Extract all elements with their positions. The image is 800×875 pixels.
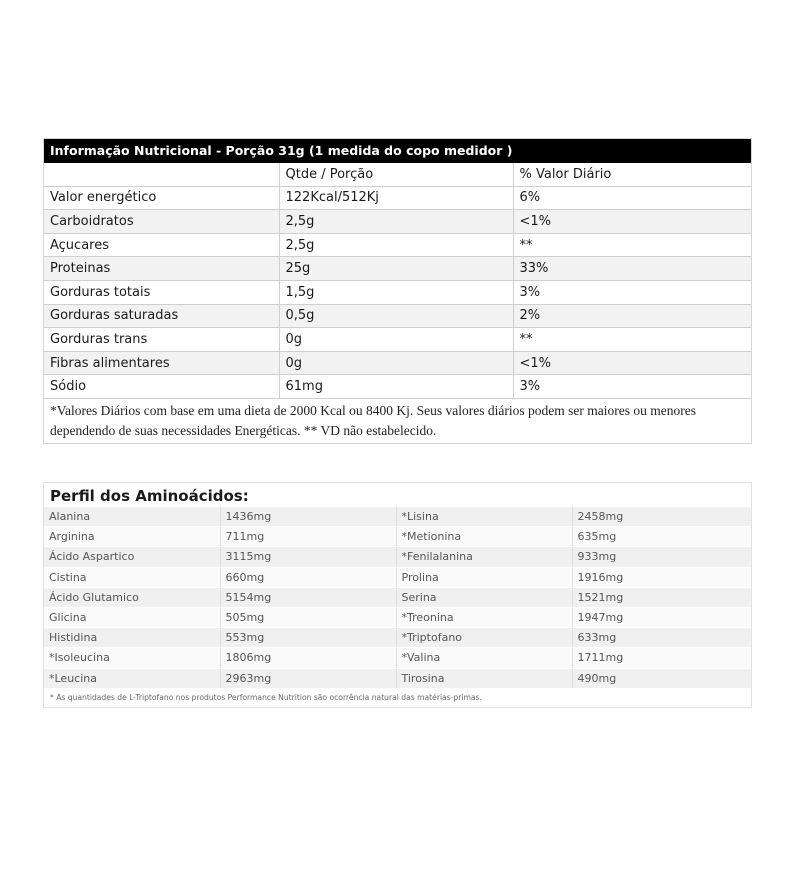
nutrient-quantity: 2,5g [279, 210, 513, 234]
amino-value: 1521mg [572, 587, 751, 607]
amino-name: Glicina [44, 607, 220, 627]
amino-acid-profile [43, 482, 752, 708]
nutrient-name: Carboidratos [44, 210, 279, 234]
amino-row [44, 668, 751, 688]
nutrient-daily-value: 3% [513, 375, 751, 399]
header-daily-value: % Valor Diário [513, 163, 751, 186]
nutrient-daily-value: 2% [513, 304, 751, 328]
amino-value: 1806mg [220, 648, 396, 668]
amino-row [44, 648, 751, 668]
nutrient-daily-value: <1% [513, 351, 751, 375]
nutrient-daily-value: 6% [513, 186, 751, 210]
amino-name: Histidina [44, 628, 220, 648]
nutrient-quantity: 61mg [279, 375, 513, 399]
nutrition-row [44, 233, 751, 257]
amino-value: 1711mg [572, 648, 751, 668]
amino-value: 1916mg [572, 567, 751, 587]
amino-value: 2458mg [572, 507, 751, 527]
amino-row [44, 587, 751, 607]
nutrient-quantity: 0g [279, 351, 513, 375]
amino-name: *Treonina [396, 607, 572, 627]
amino-name: Tirosina [396, 668, 572, 688]
nutrient-name: Gorduras trans [44, 328, 279, 352]
amino-name: *Lisina [396, 507, 572, 527]
nutrient-quantity: 25g [279, 257, 513, 281]
amino-name: *Triptofano [396, 628, 572, 648]
nutrient-quantity: 2,5g [279, 233, 513, 257]
nutrient-quantity: 0,5g [279, 304, 513, 328]
nutrition-row [44, 257, 751, 281]
nutrition-row [44, 186, 751, 210]
amino-value: 1947mg [572, 607, 751, 627]
nutrient-name: Valor energético [44, 186, 279, 210]
nutrition-grid [44, 163, 751, 399]
amino-title: Perfil dos Aminoácidos: [44, 483, 751, 507]
amino-name: *Leucina [44, 668, 220, 688]
nutrient-name: Fibras alimentares [44, 351, 279, 375]
amino-grid [44, 507, 751, 689]
nutrient-name: Gorduras totais [44, 280, 279, 304]
amino-name: *Metionina [396, 527, 572, 547]
amino-value: 633mg [572, 628, 751, 648]
amino-footnote: * As quantidades de L-Triptofano nos produtos Performance Nutrition são ocorrência natural das matérias-primas. [44, 689, 751, 707]
amino-value: 2963mg [220, 668, 396, 688]
amino-name: Cistina [44, 567, 220, 587]
amino-name: Serina [396, 587, 572, 607]
amino-row [44, 527, 751, 547]
nutrient-name: Gorduras saturadas [44, 304, 279, 328]
amino-name: Ácido Aspartico [44, 547, 220, 567]
amino-value: 553mg [220, 628, 396, 648]
nutrient-quantity: 122Kcal/512Kj [279, 186, 513, 210]
nutrient-daily-value: <1% [513, 210, 751, 234]
amino-value: 5154mg [220, 587, 396, 607]
amino-value: 490mg [572, 668, 751, 688]
nutrient-daily-value: 3% [513, 280, 751, 304]
amino-name: Arginina [44, 527, 220, 547]
amino-name: *Fenilalanina [396, 547, 572, 567]
amino-name: Prolina [396, 567, 572, 587]
nutrition-row [44, 304, 751, 328]
amino-name: *Isoleucina [44, 648, 220, 668]
nutrient-name: Sódio [44, 375, 279, 399]
amino-value: 660mg [220, 567, 396, 587]
amino-value: 635mg [572, 527, 751, 547]
amino-value: 1436mg [220, 507, 396, 527]
amino-value: 711mg [220, 527, 396, 547]
amino-row [44, 628, 751, 648]
amino-row [44, 607, 751, 627]
amino-name: Ácido Glutamico [44, 587, 220, 607]
amino-name: *Valina [396, 648, 572, 668]
nutrition-row [44, 351, 751, 375]
amino-row [44, 507, 751, 527]
amino-row [44, 547, 751, 567]
header-nutrient [44, 163, 279, 186]
amino-name: Alanina [44, 507, 220, 527]
nutrient-daily-value: 33% [513, 257, 751, 281]
nutrition-row [44, 210, 751, 234]
nutrition-facts-table [43, 138, 752, 444]
nutrient-quantity: 1,5g [279, 280, 513, 304]
nutrient-daily-value: ** [513, 233, 751, 257]
amino-value: 933mg [572, 547, 751, 567]
nutrition-title: Informação Nutricional - Porção 31g (1 medida do copo medidor ) [44, 139, 751, 163]
nutrient-name: Proteinas [44, 257, 279, 281]
nutrition-header-row [44, 163, 751, 186]
header-quantity: Qtde / Porção [279, 163, 513, 186]
nutrition-row [44, 328, 751, 352]
amino-row [44, 567, 751, 587]
nutrition-row [44, 280, 751, 304]
nutrient-daily-value: ** [513, 328, 751, 352]
amino-value: 505mg [220, 607, 396, 627]
amino-value: 3115mg [220, 547, 396, 567]
nutrition-footnote: *Valores Diários com base em uma dieta de 2000 Kcal ou 8400 Kj. Seus valores diários podem ser maiores ou menores dependendo de suas necessidades Energéticas. ** VD não estabelecido. [44, 399, 751, 443]
nutrient-quantity: 0g [279, 328, 513, 352]
nutrition-row [44, 375, 751, 399]
nutrient-name: Açucares [44, 233, 279, 257]
